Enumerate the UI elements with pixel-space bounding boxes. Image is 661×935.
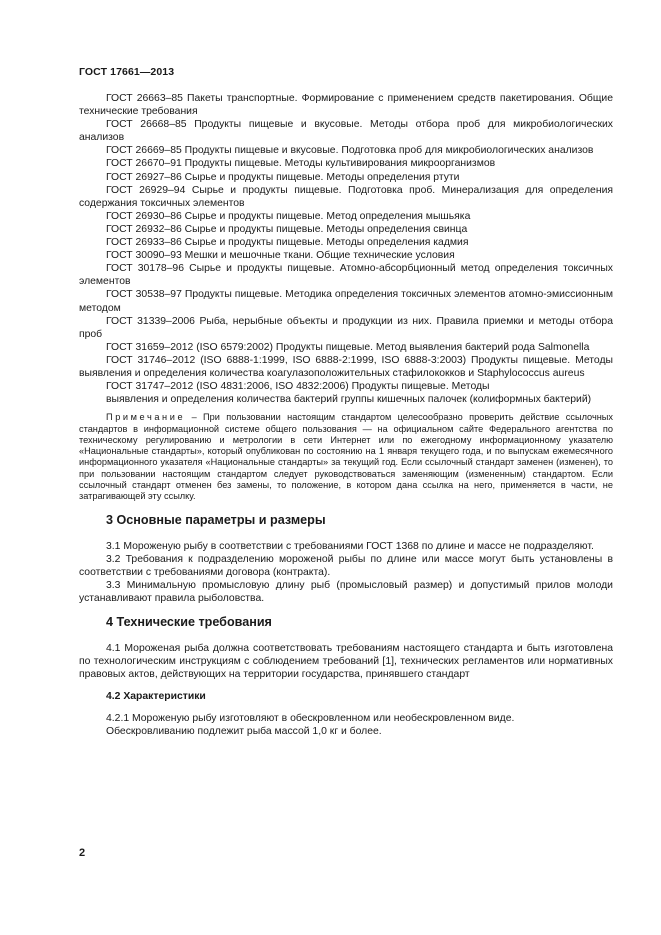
reference-item: ГОСТ 31746–2012 (ISO 6888-1:1999, ISO 6888-2:1999, ISO 6888-3:2003) Продукты пищевые. Методы выявления и определения количества коагулазоположительных стафилококков и Staphylococcus aureus	[79, 354, 613, 379]
reference-item: ГОСТ 31339–2006 Рыба, нерыбные объекты и продукции из них. Правила приемки и методы отбора проб	[79, 315, 613, 340]
reference-item: ГОСТ 26670–91 Продукты пищевые. Методы культивирования микроорганизмов	[106, 158, 496, 170]
paragraph-3-2: 3.2 Требования к подразделению мороженой рыбы по длине или массе могут быть установлены в соответствии с требованиями договора (контракта).	[79, 553, 613, 578]
reference-item: ГОСТ 26933–86 Сырье и продукты пищевые. Методы определения кадмия	[106, 237, 469, 249]
reference-item: ГОСТ 26927–86 Сырье и продукты пищевые. Методы определения ртути	[106, 171, 460, 183]
reference-item: ГОСТ 30090–93 Мешки и мешочные ткани. Общие технические условия	[106, 250, 455, 262]
section-3-heading: 3 Основные параметры и размеры	[106, 512, 326, 527]
reference-item: выявления и определения количества бактерий группы кишечных палочек (колиформных бактерий)	[106, 394, 592, 406]
reference-item: ГОСТ 26929–94 Сырье и продукты пищевые. Подготовка проб. Минерализация для определения содержания токсичных элементов	[79, 184, 613, 209]
paragraph-4-2-1-cont: Обескровливанию подлежит рыба массой 1,0 кг и более.	[106, 726, 382, 738]
paragraph-3-1: 3.1 Мороженую рыбу в соответствии с требованиями ГОСТ 1368 по длине и массе не подразделяют.	[106, 540, 594, 552]
reference-item: ГОСТ 26668–85 Продукты пищевые и вкусовые. Методы отбора проб для микробиологических анализов	[79, 119, 613, 144]
note-block	[79, 412, 613, 502]
note-text: – При пользовании настоящим стандартом целесообразно проверить действие ссылочных стандартов в информационной системе общего пользования — на официальном сайте Федерального агентства по техническому регулированию и метрологии в сети Интернет или по ежегодному информационному указателю «Национальные стандарты», который опубликован по состоянию на 1 января текущего года, и по выпускам ежемесячного информационного указателя «Национальные стандарты» за текущий год. Если ссылочный стандарт заменен (изменен), то при пользовании настоящим стандартом следует руководствоваться заменяющим (измененным) стандартом. Если ссылочный стандарт отменен без замены, то положение, в котором дана ссылка на него, применяется в части, не затрагивающей эту ссылку.	[79, 412, 613, 502]
page-number: 2	[79, 847, 86, 859]
reference-item: ГОСТ 30178–96 Сырье и продукты пищевые. Атомно-абсорбционный метод определения токсичных элементов	[79, 263, 613, 288]
document-body	[79, 92, 613, 739]
subsection-4-2-heading: 4.2 Характеристики	[106, 691, 206, 703]
paragraph-3-3: 3.3 Минимальную промысловую длину рыб (промысловый размер) и допустимый прилов молоди устанавливают правила рыболовства.	[79, 579, 613, 604]
reference-item: ГОСТ 26663–85 Пакеты транспортные. Формирование с применением средств пакетирования. Общие технические требования	[79, 93, 613, 118]
reference-item: ГОСТ 26932–86 Сырье и продукты пищевые. Методы определения свинца	[106, 223, 468, 235]
reference-item: ГОСТ 31747–2012 (ISO 4831:2006, ISO 4832:2006) Продукты пищевые. Методы	[106, 381, 490, 393]
note-label: Примечание	[106, 412, 186, 423]
document-header: ГОСТ 17661—2013	[79, 66, 175, 78]
normative-references-list	[79, 92, 613, 406]
reference-item: ГОСТ 26930–86 Сырье и продукты пищевые. Метод определения мышьяка	[106, 210, 471, 222]
reference-item: ГОСТ 31659–2012 (ISO 6579:2002) Продукты пищевые. Метод выявления бактерий рода Salmonella	[106, 341, 590, 353]
section-4-heading: 4 Технические требования	[106, 615, 272, 630]
paragraph-4-1: 4.1 Мороженая рыба должна соответствовать требованиям настоящего стандарта и быть изготовлена по технологическим инструкциям с соблюдением требований [1], технических регламентов или нормативных правовых актов, действующих на территории государства, принявшего стандарт	[79, 643, 613, 681]
paragraph-4-2-1: 4.2.1 Мороженую рыбу изготовляют в обескровленном или необескровленном виде.	[106, 713, 515, 725]
reference-item: ГОСТ 26669–85 Продукты пищевые и вкусовые. Подготовка проб для микробиологических анализов	[106, 145, 594, 157]
reference-item: ГОСТ 30538–97 Продукты пищевые. Методика определения токсичных элементов атомно-эмиссионным методом	[79, 289, 613, 314]
